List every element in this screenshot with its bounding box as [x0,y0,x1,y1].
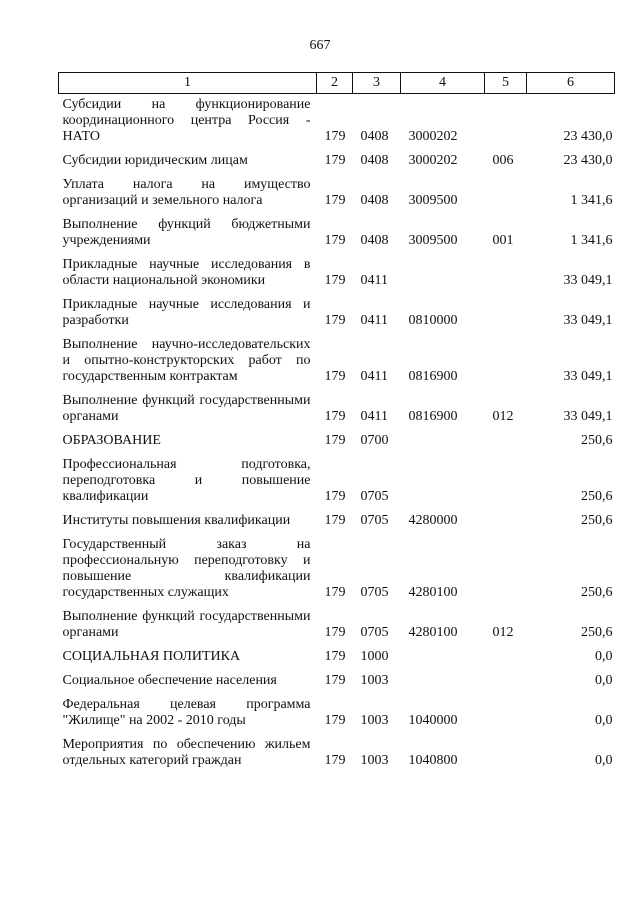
row-col-4: 3000202 [408,153,458,168]
row-name: Выполнение функций государственными органами [62,393,311,424]
row-col-5 [485,94,527,148]
header-row [59,73,615,94]
table-row [59,691,615,731]
table-row [59,171,615,211]
row-col-4: 4280100 [408,625,458,640]
row-amount: 250,6 [581,513,613,528]
row-col-3: 0411 [360,369,388,384]
row-col-5: 001 [492,233,514,248]
row-col-3: 0411 [360,409,388,424]
table-row [59,451,615,507]
row-amount: 0,0 [595,713,613,728]
row-col-3: 0408 [360,129,389,144]
row-name: Мероприятия по обеспечению жильем отдельных категорий граждан [62,737,311,768]
row-col-2: 179 [324,489,346,504]
row-name: Прикладные научные исследования в области национальной экономики [62,257,311,288]
row-name: Федеральная целевая программа "Жилище" на 2002 - 2010 годы [62,697,311,728]
row-amount: 23 430,0 [563,153,613,168]
row-col-3: 1003 [360,753,389,768]
budget-table [58,72,615,771]
row-col-5: 012 [492,409,514,424]
row-col-3: 0700 [360,433,389,448]
row-col-3: 0411 [360,273,388,288]
row-col-3: 1000 [360,649,389,664]
row-col-4: 3000202 [408,129,458,144]
row-col-2: 179 [324,433,346,448]
table-row [59,331,615,387]
row-col-4: 1040800 [408,753,458,768]
row-col-3: 0705 [360,513,389,528]
row-col-5 [485,427,527,451]
row-col-5: 012 [492,625,514,640]
row-name: Государственный заказ на профессиональную переподготовку и повышение квалификации государственных служащих [62,537,311,600]
table-row [59,291,615,331]
row-col-2: 179 [324,193,346,208]
row-col-5 [485,331,527,387]
row-col-4 [401,427,485,451]
row-name: Социальное обеспечение населения [62,673,277,688]
header-col-3: 3 [353,73,401,94]
row-col-4 [401,643,485,667]
row-col-2: 179 [324,233,346,248]
row-col-4: 0816900 [408,409,458,424]
row-name: Прикладные научные исследования и разработки [62,297,311,328]
row-col-3: 1003 [360,713,389,728]
row-name: Субсидии юридическим лицам [62,153,248,168]
row-col-2: 179 [324,713,346,728]
row-col-4: 4280100 [408,585,458,600]
row-name: Уплата налога на имущество организаций и земельного налога [62,177,311,208]
row-col-2: 179 [324,369,346,384]
row-col-4: 0810000 [408,313,458,328]
row-col-3: 1003 [360,673,389,688]
row-col-3: 0408 [360,233,389,248]
row-col-4: 0816900 [408,369,458,384]
table-row [59,211,615,251]
row-amount: 250,6 [581,625,613,640]
row-col-3: 0705 [360,489,389,504]
row-name: Выполнение функций бюджетными учреждениями [62,217,311,248]
row-col-5 [485,291,527,331]
row-col-2: 179 [324,153,346,168]
row-col-5 [485,531,527,603]
row-amount: 250,6 [581,585,613,600]
row-amount: 33 049,1 [563,273,613,288]
row-col-3: 0411 [360,313,388,328]
row-col-4: 3009500 [408,233,458,248]
header-col-4: 4 [401,73,485,94]
row-name: Выполнение научно-исследовательских и опытно-конструкторских работ по государственным контрактам [62,337,311,384]
row-col-5 [485,251,527,291]
row-col-3: 0705 [360,585,389,600]
row-amount: 23 430,0 [563,129,613,144]
row-col-3: 0408 [360,193,389,208]
row-col-2: 179 [324,513,346,528]
row-col-4 [401,251,485,291]
row-col-5 [485,507,527,531]
table-row [59,731,615,771]
page-number: 667 [309,38,331,53]
row-col-2: 179 [324,649,346,664]
row-col-4 [401,667,485,691]
row-amount: 33 049,1 [563,313,613,328]
row-name: Выполнение функций государственными органами [62,609,311,640]
table-row [59,603,615,643]
row-col-5 [485,691,527,731]
row-col-5: 006 [492,153,514,168]
table-row [59,387,615,427]
table-row [59,531,615,603]
row-amount: 1 341,6 [570,233,613,248]
row-col-5 [485,171,527,211]
row-col-2: 179 [324,129,346,144]
row-col-5 [485,667,527,691]
row-col-5 [485,643,527,667]
table-row [59,427,615,451]
row-name: Субсидии на функционирование координационного центра Россия - НАТО [62,97,311,144]
row-amount: 250,6 [581,433,613,448]
row-amount: 0,0 [595,753,613,768]
row-col-5 [485,731,527,771]
row-col-4: 3009500 [408,193,458,208]
row-amount: 33 049,1 [563,409,613,424]
header-col-6: 6 [527,73,615,94]
table-row [59,94,615,148]
header-col-2: 2 [317,73,353,94]
row-amount: 250,6 [581,489,613,504]
table-row [59,643,615,667]
row-col-3: 0705 [360,625,389,640]
table-body [59,94,615,772]
row-col-2: 179 [324,585,346,600]
row-col-2: 179 [324,753,346,768]
row-name: Профессиональная подготовка, переподготовка и повышение квалификации [62,457,311,504]
row-col-2: 179 [324,625,346,640]
row-amount: 0,0 [595,673,613,688]
table-row [59,507,615,531]
row-col-5 [485,451,527,507]
table-row [59,251,615,291]
row-col-4: 4280000 [408,513,458,528]
row-col-2: 179 [324,313,346,328]
table-row [59,147,615,171]
header-col-1: 1 [59,73,317,94]
row-name: ОБРАЗОВАНИЕ [62,433,161,448]
row-amount: 1 341,6 [570,193,613,208]
row-amount: 33 049,1 [563,369,613,384]
row-col-4: 1040000 [408,713,458,728]
table-row [59,667,615,691]
header-col-5: 5 [485,73,527,94]
row-name: СОЦИАЛЬНАЯ ПОЛИТИКА [62,649,241,664]
row-col-3: 0408 [360,153,389,168]
row-amount: 0,0 [595,649,613,664]
row-col-2: 179 [324,273,346,288]
row-col-2: 179 [324,409,346,424]
row-col-2: 179 [324,673,346,688]
row-name: Институты повышения квалификации [62,513,291,528]
row-col-4 [401,451,485,507]
table-header [59,73,615,94]
